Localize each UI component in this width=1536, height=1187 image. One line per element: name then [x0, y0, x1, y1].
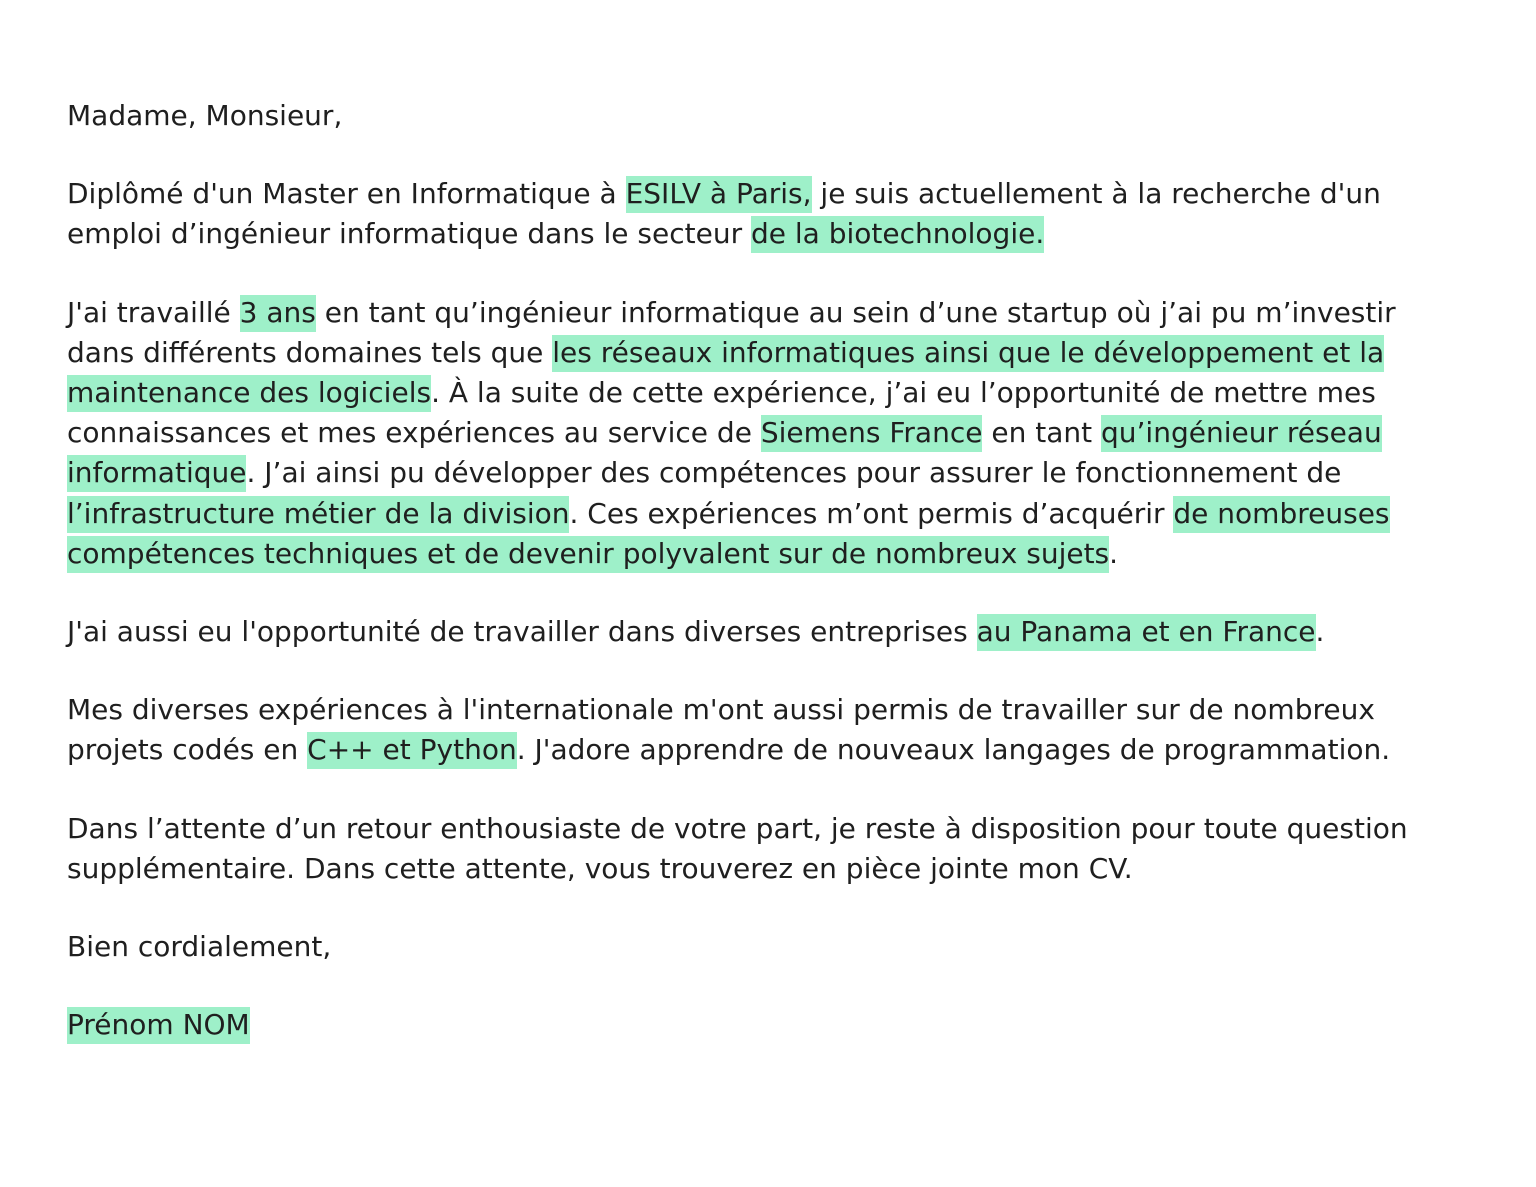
text-span: . — [1109, 536, 1119, 570]
text-span: J'ai travaillé — [67, 295, 240, 329]
highlight-duration: 3 ans — [240, 295, 316, 332]
text-span: en tant qu’ingénieur informatique au sein d’une startup où j’ai pu m’investir — [315, 295, 1396, 329]
paragraph-international — [67, 612, 1487, 652]
paragraph-line — [67, 730, 1487, 770]
highlight-countries: au Panama et en France — [977, 614, 1316, 651]
salutation — [67, 96, 1487, 136]
paragraph-line — [67, 333, 1487, 373]
paragraph-line — [67, 293, 1487, 333]
highlight-sector: de la biotechnologie. — [751, 216, 1044, 253]
text-span: emploi d’ingénieur informatique dans le secteur — [67, 217, 751, 251]
highlight-role: qu’ingénieur réseau — [1101, 415, 1382, 452]
salutation-text: Madame, Monsieur, — [67, 99, 343, 132]
paragraph-education — [67, 174, 1487, 254]
text-span: Diplômé d'un Master en Informatique à — [67, 177, 626, 211]
signature — [67, 1005, 1487, 1045]
highlight-skills: de nombreuses — [1173, 496, 1389, 533]
paragraph-line — [67, 453, 1487, 493]
highlight-skills-cont: compétences techniques et de devenir polyvalent sur de nombreux sujets — [67, 536, 1109, 573]
text-span: . Ces expériences m’ont permis d’acquérir — [569, 496, 1174, 530]
paragraph-line: Dans l’attente d’un retour enthousiaste de votre part, je reste à disposition pour toute question — [67, 811, 1408, 845]
paragraph-experience — [67, 293, 1487, 574]
paragraph-line: supplémentaire. Dans cette attente, vous trouverez en pièce jointe mon CV. — [67, 851, 1133, 885]
text-span: . J'adore apprendre de nouveaux langages de programmation. — [516, 733, 1391, 767]
highlight-school: ESILV à Paris, — [626, 176, 812, 213]
paragraph-languages — [67, 690, 1487, 770]
highlight-domains: les réseaux informatiques ainsi que le développement et la — [552, 335, 1384, 372]
text-span: projets codés en — [67, 733, 308, 767]
highlight-domains-cont: maintenance des logiciels — [67, 375, 431, 412]
text-span: dans différents domaines tels que — [67, 335, 553, 369]
paragraph-line — [67, 534, 1487, 574]
text-span: . J’ai ainsi pu développer des compétences pour assurer le fonctionnement de — [246, 456, 1342, 490]
cover-letter — [67, 96, 1487, 1083]
closing — [67, 927, 1487, 967]
text-span: connaissances et mes expériences au service de — [67, 416, 761, 450]
text-span: je suis actuellement à la recherche d'un — [811, 177, 1381, 211]
paragraph-line: Mes diverses expériences à l'internationale m'ont aussi permis de travailler sur de nombreux — [67, 693, 1375, 727]
paragraph-line — [67, 174, 1487, 214]
highlight-role-cont: informatique — [67, 455, 246, 492]
highlight-infrastructure: l’infrastructure métier de la division — [67, 496, 569, 533]
text-span: . À la suite de cette expérience, j’ai eu l’opportunité de mettre mes — [431, 376, 1376, 410]
closing-text: Bien cordialement, — [67, 930, 332, 964]
highlight-languages: C++ et Python — [307, 732, 517, 769]
paragraph-line — [67, 413, 1487, 453]
paragraph-line — [67, 373, 1487, 413]
text-span: en tant — [982, 416, 1101, 450]
paragraph-line — [67, 494, 1487, 534]
paragraph-closing-request — [67, 809, 1487, 889]
signature-name: Prénom NOM — [67, 1007, 250, 1044]
highlight-company: Siemens France — [761, 415, 983, 452]
text-span: . — [1315, 615, 1325, 649]
paragraph-line — [67, 214, 1487, 254]
text-span: J'ai aussi eu l'opportunité de travailler dans diverses entreprises — [67, 615, 977, 649]
